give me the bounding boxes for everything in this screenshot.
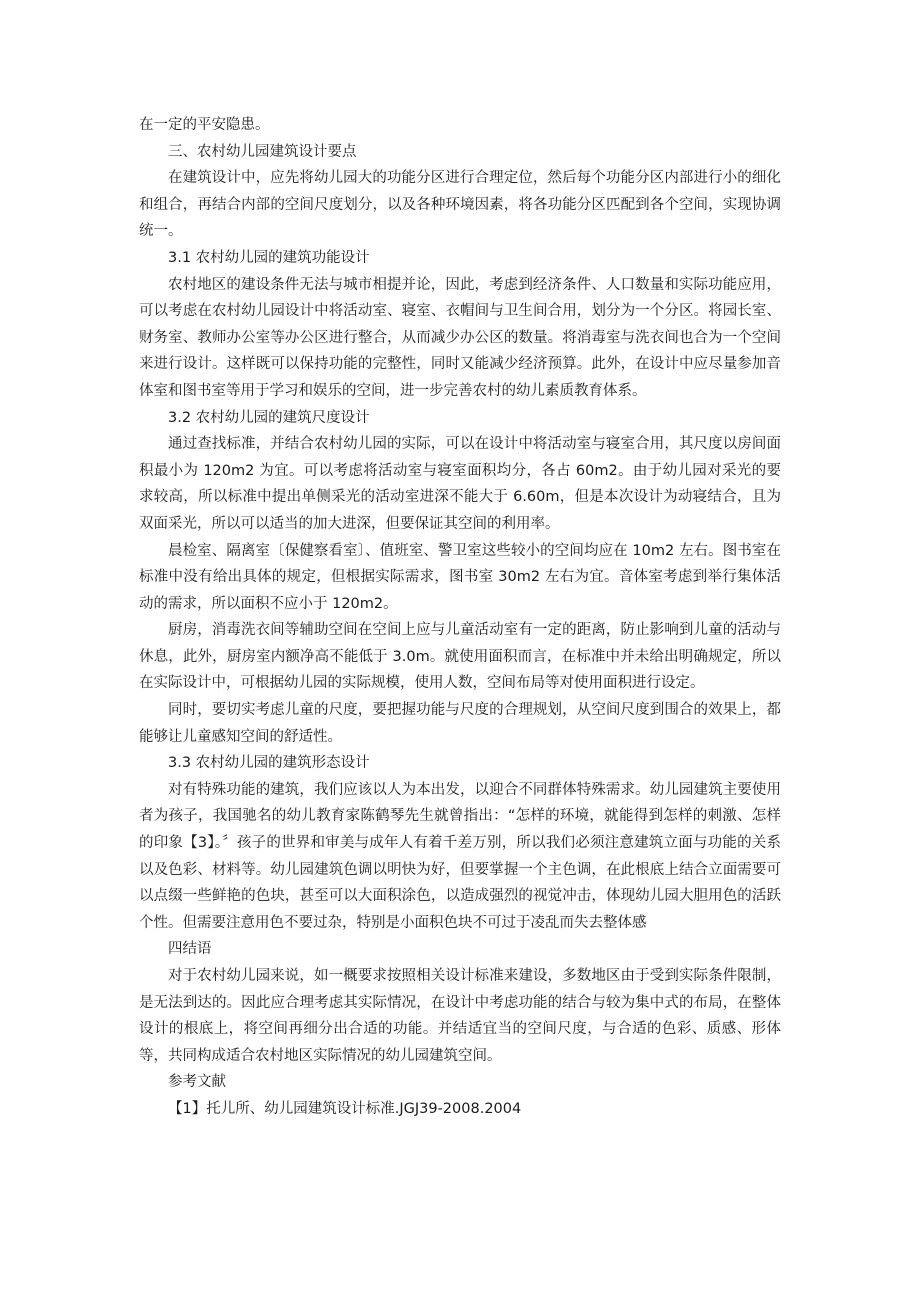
- paragraph: 同时，要切实考虑儿童的尺度，要把握功能与尺度的合理规划，从空间尺度到围合的效果上，都能够让儿童感知空间的舒适性。: [139, 702, 781, 745]
- document-page: [139, 112, 781, 1123]
- paragraph: 对于农村幼儿园来说，如一概要求按照相关设计标准来建设，多数地区由于受到实际条件限制，是无法到达的。因此应合理考虑其实际情况，在设计中考虑功能的结合与较为集中式的布局，在整体设计的根底上，将空间再细分出合适的功能。并结适宜当的空间尺度，与合适的色彩、质感、形体等，共同构成适合农村地区实际情况的幼儿园建筑空间。: [139, 968, 781, 1064]
- paragraph-continued: 在一定的平安隐患。: [139, 117, 270, 133]
- subsection-heading-3-1: 3.1 农村幼儿园的建筑功能设计: [168, 249, 370, 266]
- references-heading: 参考文献: [168, 1074, 226, 1091]
- reference-item: 【1】托儿所、幼儿园建筑设计标准.JGJ39-2008.2004: [168, 1100, 522, 1117]
- subsection-heading-3-3: 3.3 农村幼儿园的建筑形态设计: [168, 755, 370, 772]
- paragraph: 晨检室、隔离室〔保健察看室〕、值班室、警卫室这些较小的空间均应在 10m2 左右。图书室在标准中没有给出具体的规定，但根据实际需求，图书室 30m2 左右为宜。音体室考虑到举行集体活动的需求，所以面积不应小于 120m2。: [139, 542, 781, 612]
- section-heading-4: 四结语: [168, 941, 212, 958]
- subsection-heading-3-2: 3.2 农村幼儿园的建筑尺度设计: [168, 409, 370, 426]
- paragraph: 厨房，消毒洗衣间等辅助空间在空间上应与儿童活动室有一定的距离，防止影响到儿童的活动与休息，此外，厨房室内额净高不能低于 3.0m。就使用面积而言，在标准中并未给出明确规定，所以在实际设计中，可根据幼儿园的实际规模，使用人数，空间布局等对使用面积进行设定。: [139, 622, 781, 692]
- section-heading-3: 三、农村幼儿园建筑设计要点: [168, 143, 357, 160]
- paragraph: 通过查找标准，并结合农村幼儿园的实际，可以在设计中将活动室与寝室合用，其尺度以房间面积最小为 120m2 为宜。可以考虑将活动室与寝室面积均分，各占 60m2。由于幼儿园对采光的要求较高，所以标准中提出单侧采光的活动室进深不能大于 6.60m，但是本次设计为动寝结合，且为双面采光，所以可以适当的加大进深，但要保证其空间的利用率。: [139, 436, 781, 532]
- paragraph: 对有特殊功能的建筑，我们应该以人为本出发，以迎合不同群体特殊需求。幼儿园建筑主要使用者为孩子，我国驰名的幼儿教育家陈鹤琴先生就曾指出：“怎样的环境，就能得到怎样的刺激、怎样的印象【3】。〞孩子的世界和审美与成年人有着千差万别，所以我们必须注意建筑立面与功能的关系以及色彩、材料等。幼儿园建筑色调以明快为好，但要掌握一个主色调，在此根底上结合立面需要可以点缀一些鲜艳的色块，甚至可以大面积涂色，以造成强烈的视觉冲击，体现幼儿园大胆用色的活跃个性。但需要注意用色不要过杂，特别是小面积色块不可过于凌乱而失去整体感: [139, 781, 781, 931]
- paragraph: 农村地区的建设条件无法与城市相提并论，因此，考虑到经济条件、人口数量和实际功能应用，可以考虑在农村幼儿园设计中将活动室、寝室、衣帽间与卫生间合用，划分为一个分区。将园长室、财务室、教师办公室等办公区进行整合，从而减少办公区的数量。将消毒室与洗衣间也合为一个空间来进行设计。这样既可以保持功能的完整性，同时又能减少经济预算。此外，在设计中应尽量参加音体室和图书室等用于学习和娱乐的空间，进一步完善农村的幼儿素质教育体系。: [139, 276, 781, 399]
- paragraph: 在建筑设计中，应先将幼儿园大的功能分区进行合理定位，然后每个功能分区内部进行小的细化和组合，再结合内部的空间尺度划分，以及各种环境因素，将各功能分区匹配到各个空间，实现协调统一。: [139, 170, 781, 240]
